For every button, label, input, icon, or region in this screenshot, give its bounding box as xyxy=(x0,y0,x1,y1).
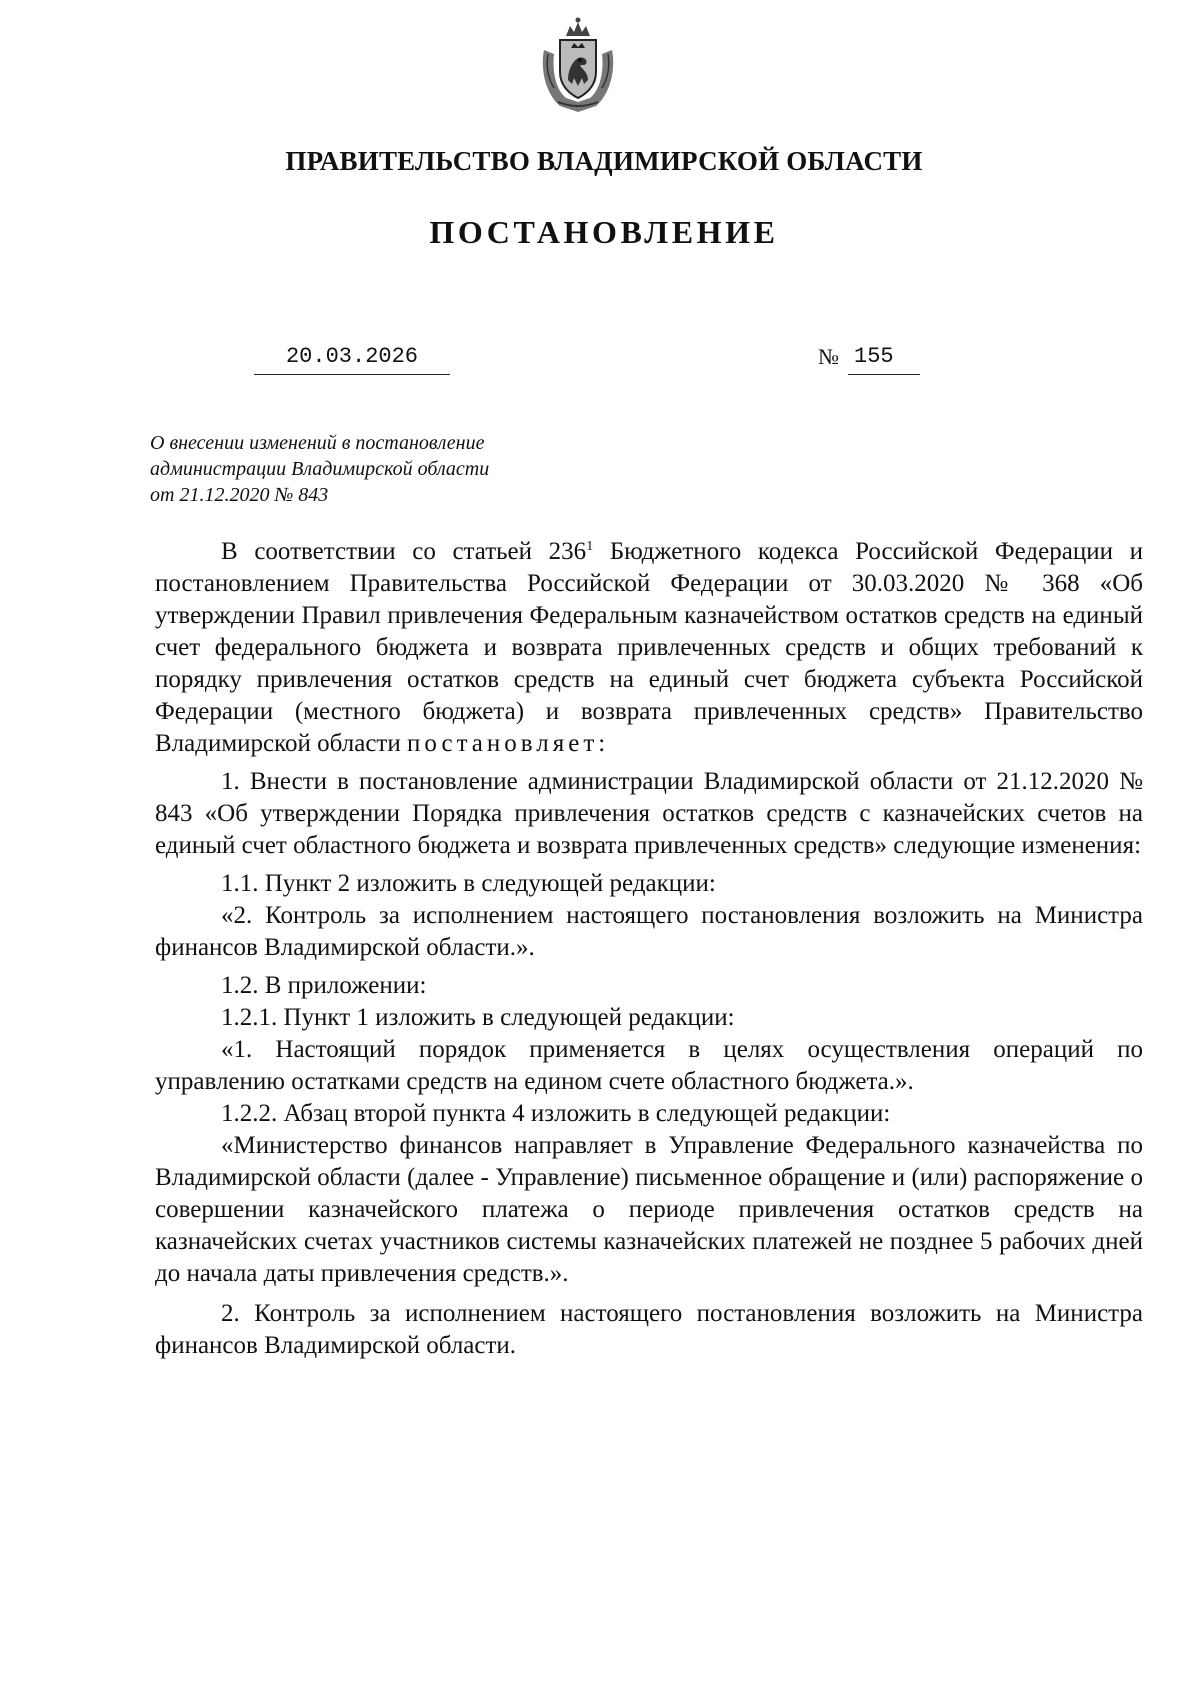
document-number: 155 xyxy=(854,344,894,369)
document-type-title: ПОСТАНОВЛЕНИЕ xyxy=(429,214,779,250)
preamble-paragraph xyxy=(155,536,1143,760)
item-1-2-2: 1.2.2. Абзац второй пункта 4 изложить в следующей редакции: xyxy=(221,1100,891,1127)
document-body xyxy=(155,536,1143,1362)
item-1-1: 1.1. Пункт 2 изложить в следующей редакции: xyxy=(221,870,716,897)
subject-line-1: О внесении изменений в постановление xyxy=(150,432,485,454)
item-2: 2. Контроль за исполнением настоящего постановления возложить на Министра финансов Владимирской области. xyxy=(155,1300,1143,1359)
item-1-2-1: 1.2.1. Пункт 1 изложить в следующей редакции: xyxy=(221,1004,735,1031)
number-label: № xyxy=(818,344,839,369)
document-date: 20.03.2026 xyxy=(285,344,419,369)
decree-word: постановляет: xyxy=(406,730,610,757)
subject-line-3: от 21.12.2020 № 843 xyxy=(150,484,329,506)
preamble-text-2: Бюджетного кодекса Российской Федерации и постановлением Правительства Российской Федерации от 30.03.2020 № 368 «Об утверждении Правил привлечения Федеральным казначейством остатков средств на единый счет федерального бюджета и возврата привлеченных средств и общих требований к порядку привлечения остатков средств на единый счет бюджета субъекта Российской Федерации (местного бюджета) и возврата привлеченных средств» Правительство Владимирской области xyxy=(155,538,1144,757)
number-field xyxy=(848,340,920,375)
subject-line-2: администрации Владимирской области xyxy=(150,458,490,480)
article-superscript: 1 xyxy=(586,539,594,554)
document-subject xyxy=(150,430,610,508)
date-field xyxy=(254,340,450,375)
item-1-2: 1.2. В приложении: xyxy=(221,972,427,999)
item-1-1-text: «2. Контроль за исполнением настоящего постановления возложить на Министра финансов Владимирской области.». xyxy=(155,902,1143,961)
organization-title: ПРАВИТЕЛЬСТВО ВЛАДИМИРСКОЙ ОБЛАСТИ xyxy=(285,146,923,176)
coat-of-arms-icon xyxy=(530,14,626,114)
item-1-2-1-text: «1. Настоящий порядок применяется в целях осуществления операций по управлению остатками средств на едином счете областного бюджета.». xyxy=(155,1036,1143,1095)
item-1-2-2-text: «Министерство финансов направляет в Управление Федерального казначейства по Владимирской области (далее - Управление) письменное обращение и (или) распоряжение о совершении казначейского платежа о периоде привлечения остатков средств на казначейских счетах участников системы казначейских платежей не позднее 5 рабочих дней до начала даты привлечения средств.». xyxy=(155,1132,1143,1287)
item-1: 1. Внести в постановление администрации Владимирской области от 21.12.2020 № 843 «Об утверждении Порядка привлечения остатков средств с казначейских счетов на единый счет областного бюджета и возврата привлеченных средств» следующие изменения: xyxy=(155,768,1143,859)
preamble-text-1: В соответствии со статьей 236 xyxy=(221,538,587,565)
